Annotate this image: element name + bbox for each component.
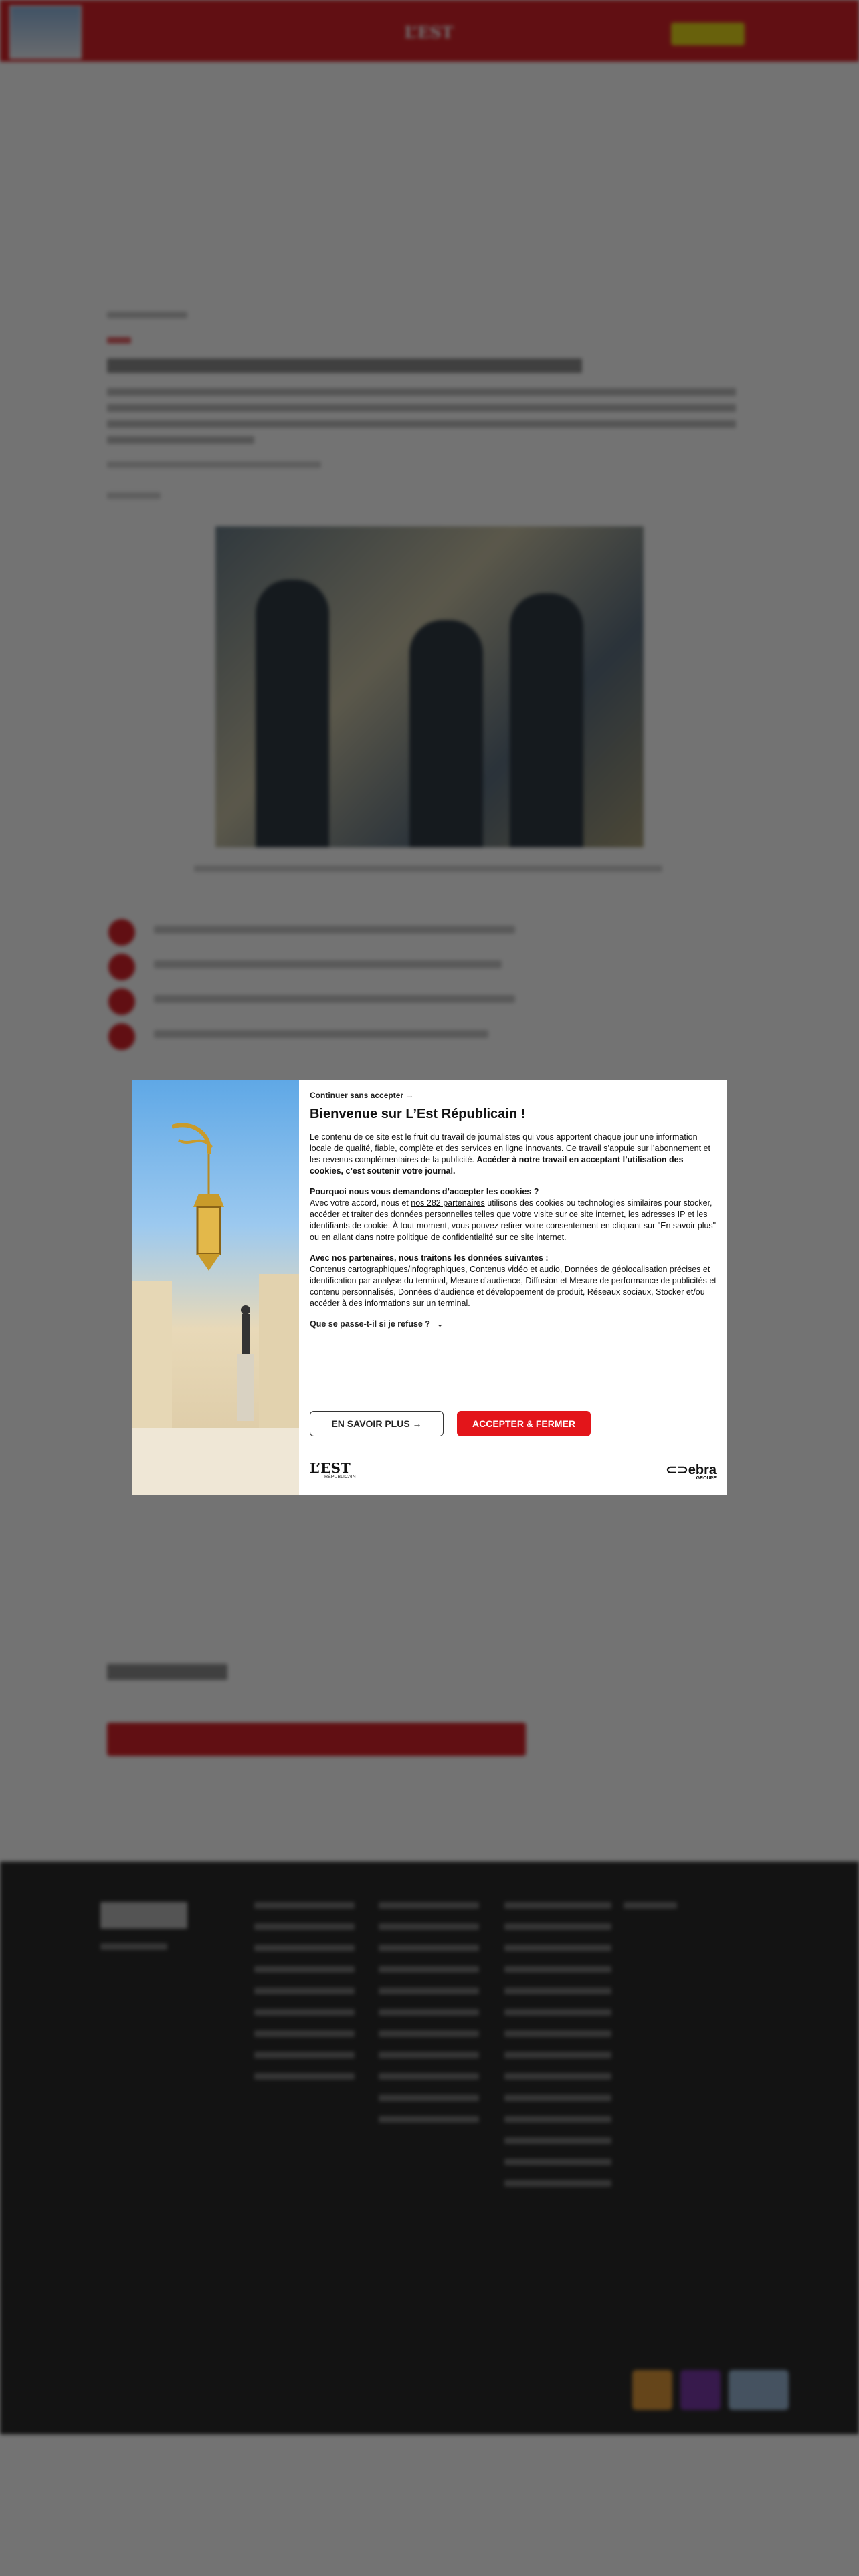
action-buttons bbox=[310, 1411, 591, 1436]
ebra-mark-icon: ⊂⊃ bbox=[666, 1463, 688, 1477]
ebra-group-logo bbox=[666, 1461, 717, 1481]
partners-paragraph bbox=[310, 1253, 717, 1309]
partners-title: Avec nos partenaires, nous traitons les données suivantes : bbox=[310, 1253, 549, 1263]
cookie-consent-dialog bbox=[132, 1080, 727, 1495]
partners-text: Contenus cartographiques/infographiques, Contenus vidéo et audio, Données de géolocalisation précises et identification par analyse du terminal, Mesure d’audience, Diffusion et Mesure de performance de publicités et contenu personnalisés, Données d’audience et développement de produit, Réseaux sociaux, Stocker et/ou accéder à des informations sur un terminal. bbox=[310, 1265, 717, 1308]
place-stanislas-image bbox=[132, 1080, 299, 1495]
intro-text: Le contenu de ce site est le fruit du travail de journalistes qui vous apportent chaque jour une information locale de qualité, fiable, complète et des services en ligne innovants. Ce travail s’appuie sur l’abonnement et les revenus complémentaires de la publicité. bbox=[310, 1132, 710, 1164]
refuse-label: Que se passe-t-il si je refuse ? bbox=[310, 1319, 430, 1329]
consent-content bbox=[299, 1080, 727, 1495]
continue-without-accepting-link[interactable]: Continuer sans accepter → bbox=[310, 1091, 414, 1100]
why-paragraph bbox=[310, 1186, 717, 1243]
intro-bold-text: Accéder à notre travail en acceptant l’utilisation des cookies, c’est soutenir votre journal. bbox=[310, 1155, 684, 1176]
chevron-down-icon: ⌄ bbox=[436, 1319, 444, 1329]
golden-lantern-icon bbox=[172, 1120, 246, 1321]
lest-republicain-logo bbox=[310, 1461, 363, 1479]
logo-text-bottom: RÉPUBLICAIN bbox=[324, 1475, 356, 1479]
why-title: Pourquoi nous vous demandons d’accepter les cookies ? bbox=[310, 1187, 539, 1196]
ebra-subtext: GROUPE bbox=[696, 1476, 717, 1481]
why-text-after: utilisons des cookies ou technologies similaires pour stocker, accéder et traiter des données personnelles telles que votre visite sur ce site internet, les adresses IP et les identifiants de cookie. À tout moment, vous pouvez retirer votre consentement en cliquant sur "En savoir plus" ou en allant dans notre politique de confidentialité sur ce site internet. bbox=[310, 1198, 717, 1242]
learn-more-button[interactable]: EN SAVOIR PLUS → bbox=[310, 1411, 444, 1436]
logo-text-top: L’EST bbox=[310, 1460, 351, 1476]
dialog-title: Bienvenue sur L’Est Républicain ! bbox=[310, 1107, 526, 1121]
accept-and-close-button[interactable]: ACCEPTER & FERMER bbox=[457, 1411, 591, 1436]
partners-link[interactable]: nos 282 partenaires bbox=[411, 1198, 485, 1208]
why-text-before: Avec votre accord, nous et bbox=[310, 1198, 409, 1208]
intro-paragraph bbox=[310, 1132, 717, 1177]
ebra-text: ebra bbox=[688, 1463, 717, 1477]
dialog-footer bbox=[310, 1453, 717, 1493]
what-if-refuse-toggle[interactable] bbox=[310, 1319, 717, 1329]
